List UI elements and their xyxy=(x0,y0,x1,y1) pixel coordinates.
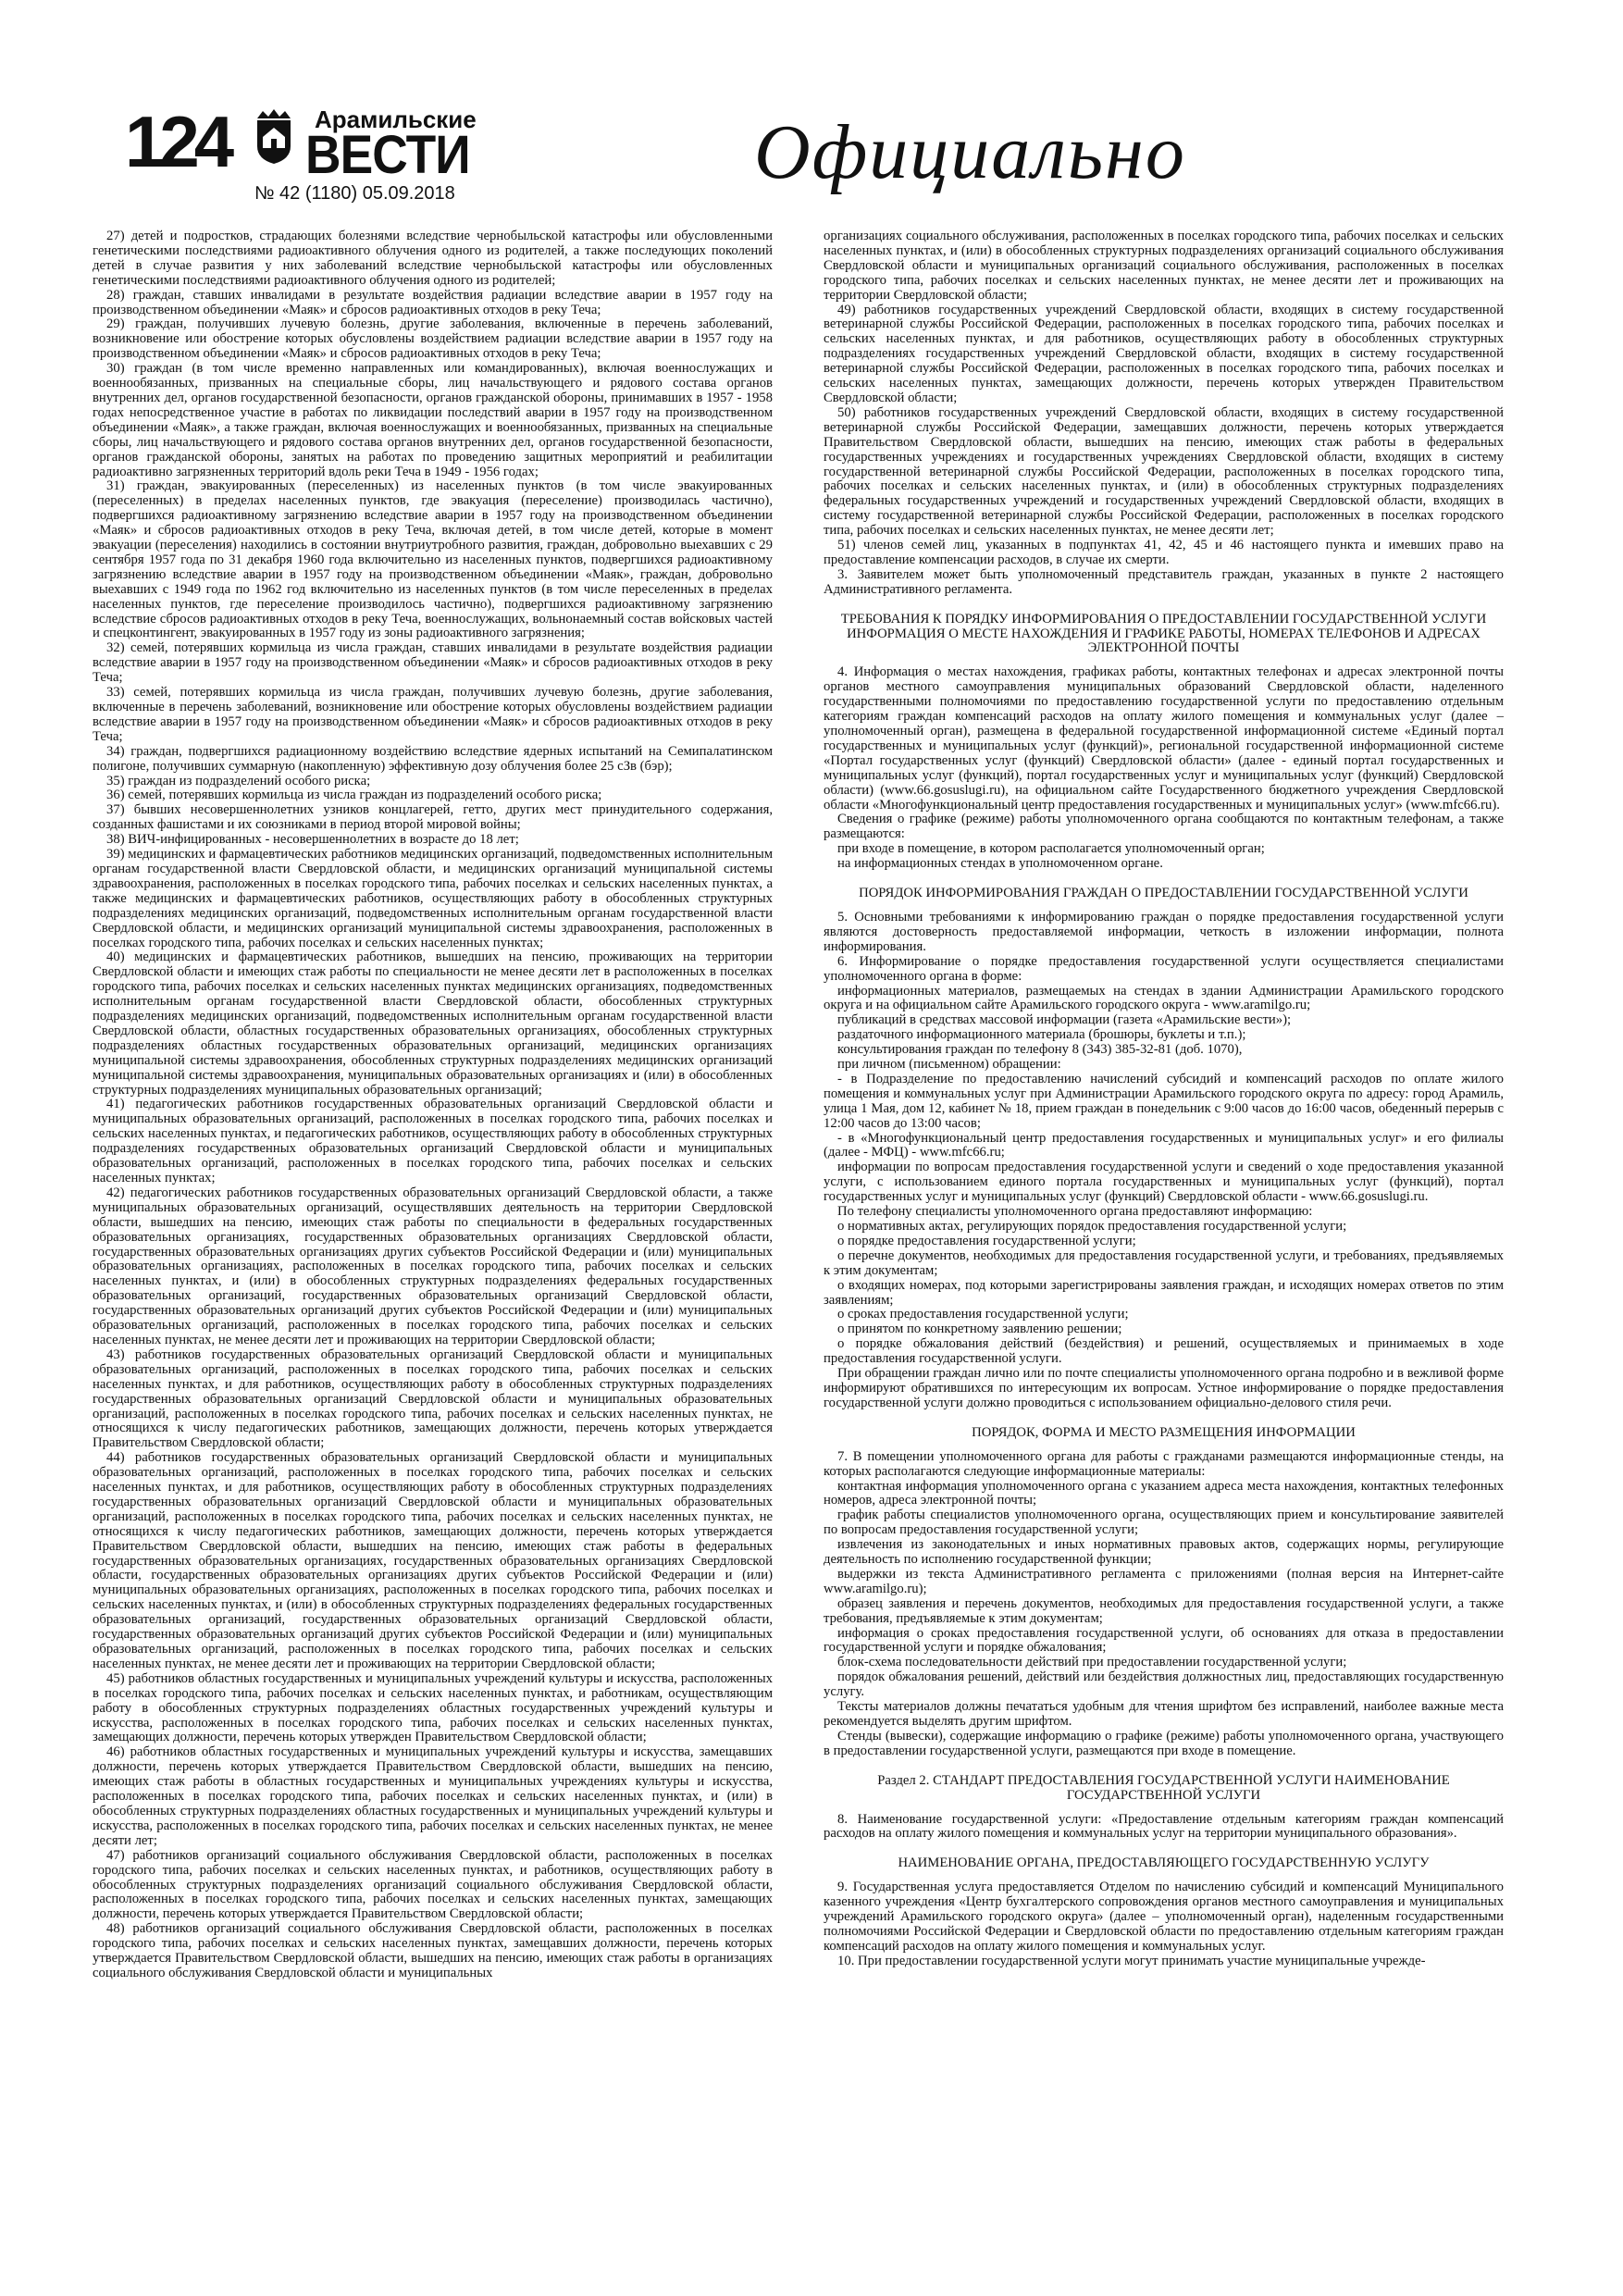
paragraph: - в «Многофункциональный центр предоставления государственных и муниципальных услуг» и его филиалы (далее - МФЦ) - www.mfc66.ru; xyxy=(824,1130,1504,1160)
paragraph: - в Подразделение по предоставлению начислений субсидий и компенсаций расходов по оплате жилого помещения и коммунальных услуг при Администрации Арамильского городского округа по адресу: город Арамиль, улица 1 Мая, дом 12, кабинет № 18, прием граждан в понедельник с 9:00 часов до 16:00 часов, обеденный перерыв с 12:00 часов до 13:00 часов; xyxy=(824,1071,1504,1131)
paragraph: 32) семей, потерявших кормильца из числа граждан, ставших инвалидами в результате воздействия радиации вследствие аварии в 1957 году на производственном объединении «Маяк» и сбросов радиоактивных отходов в реку Теча; xyxy=(93,640,773,686)
paragraph: о перечне документов, необходимых для предоставления государственной услуги, и требованиях, предъявляемых к этим документам; xyxy=(824,1247,1504,1278)
paragraph: 9. Государственная услуга предоставляется Отделом по начислению субсидий и компенсаций Муниципального казенного учреждения «Центр бухгалтерского сопровождения органов местного самоуправления и муниципальных учреждений Арамильского городского округа» (далее – уполномоченный орган), наделенным государственными полномочиями Российской Федерации и Свердловской области по предоставлению отдельным категориям граждан компенсаций расходов на оплату жилого помещения и коммунальных услуг. xyxy=(824,1880,1504,1954)
paragraph: при личном (письменном) обращении: xyxy=(837,1057,1061,1073)
masthead xyxy=(125,100,1272,220)
paragraph: выдержки из текста Административного регламента с приложениями (полная версия на Интернет-сайте www.aramilgo.ru); xyxy=(824,1566,1504,1596)
paragraph: информации по вопросам предоставления государственной услуги и сведений о ходе предоставления указанной услуги, с использованием единого портала государственных и муниципальных услуг (функций), портал государственных услуг и муниципальных услуг (функций) Свердловской области - www.66.gosuslugi.ru. xyxy=(824,1160,1504,1205)
paragraph: 28) граждан, ставших инвалидами в результате воздействия радиации вследствие аварии в 1957 году на производственном объединении «Маяк» и сбросов радиоактивных отходов в реку Теча; xyxy=(93,287,773,317)
paragraph: 37) бывших несовершеннолетних узников концлагерей, гетто, других мест принудительного содержания, созданных фашистами и их союзниками в период второй мировой войны; xyxy=(93,802,773,833)
paragraph: 42) педагогических работников государственных образовательных организаций Свердловской области, а также муниципальных образовательных организаций, осуществлявших деятельность на территории Свердловской области, вышедших на пенсию, имеющих стаж работы по специальности в федеральных государственных образовательных организациях, государственных образовательных организациях Свердловской области, государственных образовательных организациях других субъектов Российской Федерации и (или) муниципальных образовательных организациях, расположенных в поселках городского типа, рабочих поселках и сельских населенных пунктах, и (или) в обособленных структурных подразделениях федеральных государственных образовательных организаций, государственных образовательных организаций Свердловской области, государственных образовательных организаций других субъектов Российской Федерации и (или) муниципальных образовательных организаций, расположенных в поселках городского типа, рабочих поселках и сельских населенных пунктах, не менее десяти лет и проживающих на территории Свердловской области; xyxy=(93,1185,773,1347)
paragraph: о принятом по конкретному заявлению решении; xyxy=(837,1322,1122,1337)
section-heading: ПОРЯДОК, ФОРМА И МЕСТО РАЗМЕЩЕНИЯ ИНФОРМАЦИИ xyxy=(972,1424,1356,1440)
paragraph: 27) детей и подростков, страдающих болезнями вследствие чернобыльской катастрофы или обусловленными генетическими последствиями радиоактивного облучения одного из родителей, а также последующих поколений детей в случае развития у них заболеваний вследствие чернобыльской катастрофы или обусловленных генетическими последствиями радиоактивного облучения одного из родителей; xyxy=(93,229,773,288)
paragraph: о порядке обжалования действий (бездействия) и решений, осуществляемых и принимаемых в ходе предоставления государственной услуги. xyxy=(824,1336,1504,1367)
paragraph: 34) граждан, подвергшихся радиационному воздействию вследствие ядерных испытаний на Семипалатинском полигоне, получивших суммарную (накопленную) эффективную дозу облучения более 25 сЗв (бэр); xyxy=(93,743,773,774)
right-column xyxy=(824,230,1504,1969)
paragraph: 47) работников организаций социального обслуживания Свердловской области, расположенных в поселках городского типа, рабочих поселках и сельских населенных пунктах, и работников, осуществляющих работу в обособленных структурных подразделениях организаций социального обслуживания Свердловской области, расположенных в поселках городского типа, рабочих поселках и сельских населенных пунктах, замещающих должности, перечень которых утверждается Правительством Свердловской области; xyxy=(93,1847,773,1922)
paragraph: контактная информация уполномоченного органа с указанием адреса места нахождения, контактных телефонных номеров, адреса электронной почты; xyxy=(824,1478,1504,1508)
paragraph: 30) граждан (в том числе временно направленных или командированных), включая военнослужащих и военнообязанных, призванных на специальные сборы, лиц начальствующего и рядового состава органов внутренних дел, органов государственной безопасности, органов гражданской обороны, принимавших в 1957 - 1958 годах непосредственное участие в работах по ликвидации последствий аварии в 1957 году на производственном объединении «Маяк», а также граждан, включая военнослужащих и военнообязанных, призванных на специальные сборы, лиц начальствующего и рядового состава органов внутренних дел, органов государственной безопасности, органов гражданской обороны, занятых на работах по проведению защитных мероприятий и реабилитации радиоактивно загрязненных территорий вдоль реки Теча в 1949 - 1956 годах; xyxy=(93,361,773,479)
paragraph: Сведения о графике (режиме) работы уполномоченного органа сообщаются по контактным телефонам, а также размещаются: xyxy=(824,812,1504,842)
paragraph: 8. Наименование государственной услуги: «Предоставление отдельным категориям граждан компенсаций расходов на оплату жилого помещения и коммунальных услуг на территории муниципального образования». xyxy=(824,1811,1504,1842)
section-heading: ТРЕБОВАНИЯ К ПОРЯДКУ ИНФОРМИРОВАНИЯ О ПРЕДОСТАВЛЕНИИ ГОСУДАРСТВЕННОЙ УСЛУГИ ИНФОРМАЦИЯ О МЕСТЕ НАХОЖДЕНИЯ И ГРАФИКЕ РАБОТЫ, НОМЕРАХ ТЕЛЕФОНОВ И АДРЕСАХ ЭЛЕКТРОННОЙ ПОЧТЫ xyxy=(840,611,1487,656)
city-crest-icon xyxy=(254,109,293,165)
paragraph: При обращении граждан лично или по почте специалисты уполномоченного органа подробно и в вежливой форме информируют обратившихся по интересующим их вопросам. Устное информирование о порядке предоставления государственной услуги должно проводиться с использованием официально-делового стиля речи. xyxy=(824,1366,1504,1410)
paragraph: 46) работников областных государственных и муниципальных учреждений культуры и искусства, замещавших должности, перечень которых утверждается Правительством Свердловской области, вышедших на пенсию, имеющих стаж работы в областных государственных и муниципальных учреждениях культуры и искусства, расположенных в поселках городского типа, рабочих поселках и сельских населенных пунктах, и (или) в обособленных структурных подразделениях областных государственных и муниципальных учреждений культуры и искусства, расположенных в поселках городского типа, рабочих поселках и сельских населенных пунктах, не менее десяти лет; xyxy=(93,1744,773,1848)
paragraph: о нормативных актах, регулирующих порядок предоставления государственной услуги; xyxy=(837,1219,1347,1234)
paragraph: блок-схема последовательности действий при предоставлении государственной услуги; xyxy=(837,1655,1347,1670)
paragraph: публикаций в средствах массовой информации (газета «Арамильские вести»); xyxy=(837,1012,1292,1028)
paragraph: 49) работников государственных учреждений Свердловской области, входящих в систему государственной ветеринарной службы Российской Федерации, расположенных в поселках городского типа, рабочих поселках и сельских населенных пунктах, и для работников, осуществляющих работу в обособленных структурных подразделениях государственных учреждений Свердловской области, входящих в систему государственной ветеринарной службы Российской Федерации, расположенных в поселках городского типа, рабочих поселках и сельских населенных пунктах, замещающих должности, перечень которых утвержден Правительством Свердловской области; xyxy=(824,302,1504,405)
paragraph: 33) семей, потерявших кормильца из числа граждан, получивших лучевую болезнь, другие заболевания, включенные в перечень заболеваний, возникновение или обострение которых обусловлены воздействием радиации вследствие аварии в 1957 году на производственном объединении «Маяк» и сбросов радиоактивных отходов в реку Теча; xyxy=(93,685,773,744)
paragraph: образец заявления и перечень документов, необходимых для предоставления государственной услуги, а также требования, предъявляемые к этим документам; xyxy=(824,1595,1504,1626)
brand-title: ВЕСТИ xyxy=(305,125,470,185)
paragraph: 6. Информирование о порядке предоставления государственной услуги осуществляется специалистами уполномоченного органа в форме: xyxy=(824,953,1504,984)
paragraph: 48) работников организаций социального обслуживания Свердловской области, расположенных в поселках городского типа, рабочих поселках и сельских населенных пунктах, замещавших должности, перечень которых утверждается Правительством Свердловской области, вышедших на пенсию, имеющих стаж работы в организациях социального обслуживания Свердловской области и муниципальных xyxy=(93,1921,773,1980)
issue-info: № 42 (1180) 05.09.2018 xyxy=(254,183,455,204)
paragraph: организациях социального обслуживания, расположенных в поселках городского типа, рабочих поселках и сельских населенных пунктах, и (или) в обособленных структурных подразделениях организаций социального обслуживания Свердловской области и муниципальных организаций социального обслуживания, расположенных в поселках городского типа, рабочих поселках и сельских населенных пунктах, не менее десяти лет и проживающих на территории Свердловской области; xyxy=(824,229,1504,303)
paragraph: раздаточного информационного материала (брошюры, буклеты и т.п.); xyxy=(837,1027,1246,1043)
paragraph: при входе в помещение, в котором располагается уполномоченный орган; xyxy=(837,841,1265,857)
paragraph: на информационных стендах в уполномоченном органе. xyxy=(837,856,1163,872)
paragraph: 45) работников областных государственных и муниципальных учреждений культуры и искусства, расположенных в поселках городского типа, рабочих поселках и сельских населенных пунктах, и работникам, осуществляющим работу в обособленных структурных подразделениях областных государственных учреждений культуры и искусства, расположенных в поселках городского типа, рабочих поселках и сельских населенных пунктах, замещающих должности, перечень которых утвержден Правительством Свердловской области; xyxy=(93,1670,773,1745)
paragraph: 51) членов семей лиц, указанных в подпунктах 41, 42, 45 и 46 настоящего пункта и имевших право на предоставление компенсации расходов, в случае их смерти. xyxy=(824,538,1504,567)
paragraph: Тексты материалов должны печататься удобным для чтения шрифтом без исправлений, наиболее важные места рекомендуется выделять другим шрифтом. xyxy=(824,1699,1504,1729)
paragraph: 39) медицинских и фармацевтических работников медицинских организаций, подведомственных исполнительным органам государственной власти Свердловской области, и медицинских организаций муниципальной системы здравоохранения, расположенных в поселках городского типа, рабочих поселках и сельских населенных пунктах, а также медицинских и фармацевтических работников, осуществляющих работу в обособленных структурных подразделениях медицинских организаций, подведомственных исполнительным органам государственной власти Свердловской области, и медицинских организаций муниципальной системы здравоохранения, расположенных в поселках городского типа, рабочих поселках и сельских населенных пунктах; xyxy=(93,847,773,950)
paragraph: извлечения из законодательных и иных нормативных правовых актов, содержащих нормы, регулирующие деятельность по исполнению государственной функции; xyxy=(824,1537,1504,1568)
section-title: Официально xyxy=(754,109,1186,195)
paragraph: 38) ВИЧ-инфицированных - несовершеннолетних в возрасте до 18 лет; xyxy=(106,832,519,848)
left-column xyxy=(93,230,773,1981)
paragraph: 43) работников государственных образовательных организаций Свердловской области и муниципальных образовательных организаций, расположенных в поселках городского типа, рабочих поселках и сельских населенных пунктах, и для работников, осуществляющих работу в обособленных структурных подразделениях государственных образовательных организаций Свердловской области и муниципальных образовательных организаций, расположенных в поселках городского типа, рабочих поселках и сельских населенных пунктах, не относящихся к числу педагогических работников, замещающих должности, перечень которых утверждается Правительством Свердловской области; xyxy=(93,1347,773,1451)
paragraph: информационных материалов, размещаемых на стендах в здании Администрации Арамильского городского округа и на официальном сайте Арамильского городского округа - www.aramilgo.ru; xyxy=(824,983,1504,1013)
paragraph: консультирования граждан по телефону 8 (343) 385-32-81 (доб. 1070), xyxy=(837,1042,1243,1058)
paragraph: 10. При предоставлении государственной услуги могут принимать участие муниципальные учрежде- xyxy=(837,1953,1426,1968)
section-heading: Раздел 2. СТАНДАРТ ПРЕДОСТАВЛЕНИЯ ГОСУДАРСТВЕННОЙ УСЛУГИ НАИМЕНОВАНИЕ ГОСУДАРСТВЕННОЙ УСЛУГИ xyxy=(877,1772,1450,1803)
section-heading: НАИМЕНОВАНИЕ ОРГАНА, ПРЕДОСТАВЛЯЮЩЕГО ГОСУДАРСТВЕННУЮ УСЛУГУ xyxy=(898,1855,1430,1871)
paragraph: о сроках предоставления государственной услуги; xyxy=(837,1307,1129,1322)
paragraph: 5. Основными требованиями к информированию граждан о порядке предоставления государственной услуги являются достоверность предоставляемой информации, четкость в изложении информации, полнота информирования. xyxy=(824,909,1504,954)
paragraph: Стенды (вывески), содержащие информацию о графике (режиме) работы уполномоченного органа, участвующего в предоставлении государственной услуги, размещаются при входе в помещение. xyxy=(824,1728,1504,1758)
paragraph: 50) работников государственных учреждений Свердловской области, входящих в систему государственной ветеринарной службы Российской Федерации, замещавших должности, перечень которых утверждается Правительством Свердловской области, вышедших на пенсию, имеющих стаж работы в федеральных государственных учреждениях и государственных учреждениях Свердловской области, входящих в систему государственной ветеринарной службы Российской Федерации, расположенных в поселках городского типа, рабочих поселках и сельских населенных пунктах, и (или) в обособленных структурных подразделениях федеральных государственных учреждений и государственных учреждений Свердловской области, входящих в систему государственной ветеринарной службы Российской Федерации, расположенных в поселках городского типа, рабочих поселках и сельских населенных пунктах, не менее десяти лет; xyxy=(824,404,1504,539)
page-number: 124 xyxy=(125,101,229,182)
brand-subtitle: Арамильские xyxy=(315,105,477,133)
paragraph: порядок обжалования решений, действий или бездействия должностных лиц, предоставляющих государственную услугу. xyxy=(824,1669,1504,1700)
paragraph: 40) медицинских и фармацевтических работников, вышедших на пенсию, проживающих на территории Свердловской области и имеющих стаж работы по специальности не менее десяти лет в расположенных в поселках городского типа, рабочих поселках и сельских населенных пунктах медицинских организациях, подведомственных исполнительным органам государственной власти Свердловской области, обособленных структурных подразделениях медицинских организаций, подведомственных исполнительным органам государственной власти Свердловской области, областных государственных образовательных организациях, обособленных структурных подразделениях областных государственных образовательных организаций, медицинских организациях муниципальной системы здравоохранения, обособленных структурных подразделениях медицинских организаций муниципальной системы здравоохранения, муниципальных образовательных организациях и (или) в обособленных структурных подразделениях муниципальных образовательных организаций; xyxy=(93,949,773,1098)
paragraph: 35) граждан из подразделений особого риска; xyxy=(106,773,371,788)
paragraph: 31) граждан, эвакуированных (переселенных) из населенных пунктов (в том числе эвакуированных (переселенных) в пределах населенных пунктов, где эвакуация (переселение) производилась частично), подвергшихся радиоактивному загрязнению вследствие аварии в 1957 году на производственном объединении «Маяк» и сбросов радиоактивных отходов в реку Теча, включая детей, в том числе детей, которые в момент эвакуации (переселения) находились в состоянии внутриутробного развития, граждан, добровольно выехавших с 29 сентября 1957 года по 31 декабря 1960 года включительно из населенных пунктов, подвергшихся радиоактивному загрязнению вследствие аварии в 1957 году на производственном объединении «Маяк», граждан, добровольно выехавших с 1949 года по 1962 год включительно из населенных пунктов (в том числе переселенных в пределах населенных пунктов, где переселение производилось частично), подвергшихся радиоактивному загрязнению вследствие сбросов радиоактивных отходов в реку Теча, военнослужащих, вольнонаемный состав войсковых частей и спецконтингент, эвакуированных в 1957 году из зоны радиоактивного загрязнения; xyxy=(93,478,773,641)
paragraph: 29) граждан, получивших лучевую болезнь, другие заболевания, включенные в перечень заболеваний, возникновение или обострение которых обусловлены воздействием радиации вследствие аварии в 1957 году на производственном объединении «Маяк» и сбросов радиоактивных отходов в реку Теча; xyxy=(93,316,773,362)
paragraph: о порядке предоставления государственной услуги; xyxy=(837,1233,1136,1248)
paragraph: о входящих номерах, под которыми зарегистрированы заявления граждан, и исходящих номерах ответов по этим заявлениям; xyxy=(824,1277,1504,1308)
paragraph: 4. Информация о местах нахождения, графиках работы, контактных телефонах и адресах электронной почты органов местного самоуправления муниципальных образований Свердловской области, наделенного государственными полномочиями по предоставлению государственной услуги по предоставлению отдельным категориям граждан компенсаций расходов на оплату жилого помещения и коммунальных услуг (далее – уполномоченный орган), размещена в федеральной государственной информационной системе «Единый портал государственных и муниципальных услуг (функций)», региональной государственной информационной системе «Портал государственных услуг (функций) Свердловской области» (далее - единый портал государственных и муниципальных услуг (функций), портал государственных услуг и муниципальных услуг (функций) Свердловской области) (www.66.gosuslugi.ru), на официальном сайте Государственного бюджетного учреждения Свердловской области «Многофункциональный центр предоставления государственных и муниципальных услуг» (www.mfc66.ru). xyxy=(824,664,1504,813)
paragraph: 3. Заявителем может быть уполномоченный представитель граждан, указанных в пункте 2 настоящего Административного регламента. xyxy=(824,566,1504,597)
section-heading: ПОРЯДОК ИНФОРМИРОВАНИЯ ГРАЖДАН О ПРЕДОСТАВЛЕНИИ ГОСУДАРСТВЕННОЙ УСЛУГИ xyxy=(859,886,1468,901)
paragraph: информация о сроках предоставления государственной услуги, об основаниях для отказа в предоставлении государственной услуги и порядке обжалования; xyxy=(824,1625,1504,1656)
paragraph: график работы специалистов уполномоченного органа, осуществляющих прием и консультирование заявителей по вопросам предоставления государственной услуги; xyxy=(824,1508,1504,1538)
paragraph: 36) семей, потерявших кормильца из числа граждан из подразделений особого риска; xyxy=(106,788,602,803)
paragraph: 41) педагогических работников государственных образовательных организаций Свердловской области и муниципальных образовательных организаций, расположенных в поселках городского типа, рабочих поселках и сельских населенных пунктах, и педагогических работников, осуществляющих работу в обособленных структурных подразделениях государственных образовательных организаций Свердловской области и муниципальных образовательных организаций, расположенных в поселках городского типа, рабочих поселках и сельских населенных пунктах; xyxy=(93,1097,773,1185)
paragraph: 44) работников государственных образовательных организаций Свердловской области и муниципальных образовательных организаций, расположенных в поселках городского типа, рабочих поселках и сельских населенных пунктах, и для работников, осуществляющих работу в обособленных структурных подразделениях государственных образовательных организаций Свердловской области и муниципальных образовательных организаций, расположенных в поселках городского типа, рабочих поселках и сельских населенных пунктах, не относящихся к числу педагогических работников, замещающих должности, перечень которых утверждается Правительством Свердловской области, вышедших на пенсию, имеющих стаж работы в федеральных государственных образовательных организациях, государственных образовательных организациях Свердловской области, государственных образовательных организациях других субъектов Российской Федерации и (или) муниципальных образовательных организациях, расположенных в поселках городского типа, рабочих поселках и сельских населенных пунктах, и (или) в обособленных структурных подразделениях федеральных государственных образовательных организаций, государственных образовательных организаций Свердловской области, государственных образовательных организаций других субъектов Российской Федерации и (или) муниципальных образовательных организаций, расположенных в поселках городского типа, рабочих поселках и сельских населенных пунктах, не менее десяти лет и проживающих на территории Свердловской области; xyxy=(93,1450,773,1671)
paragraph: По телефону специалисты уполномоченного органа предоставляют информацию: xyxy=(837,1204,1313,1220)
paragraph: 7. В помещении уполномоченного органа для работы с гражданами размещаются информационные стенды, на которых располагаются следующие информационные материалы: xyxy=(824,1448,1504,1479)
